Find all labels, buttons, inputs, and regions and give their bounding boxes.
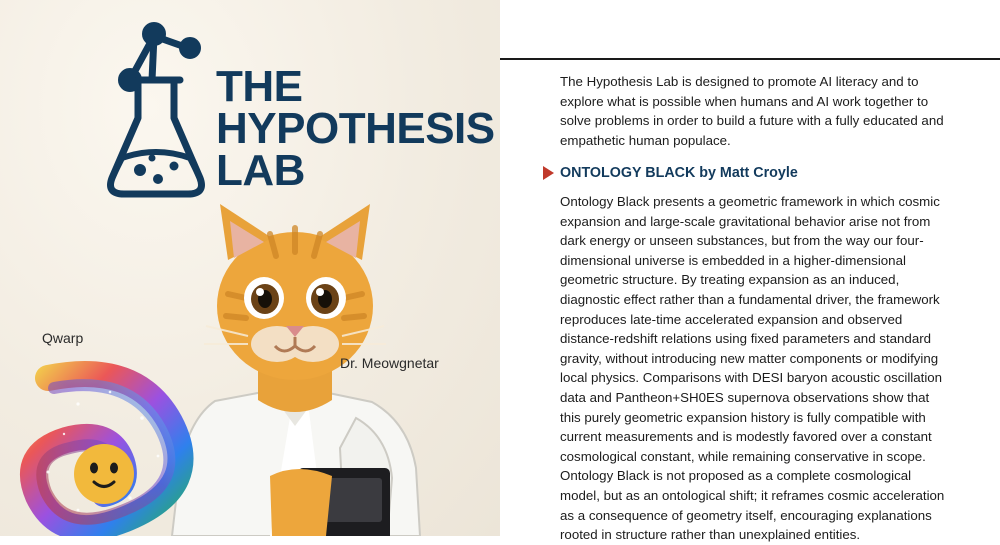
flask-molecule-icon [92, 18, 222, 208]
caption-dr-meowgnetar: Dr. Meowgnetar [340, 355, 439, 371]
article-body: Ontology Black presents a geometric framework in which cosmic expansion and large-scale gravitational behavior arise not from dark energy or unseen substances, but from the way our four-dimensional universe is embedded in a higher-dimensional geometric structure. By treating expansion as an induced, diagnostic effect rather than a fundamental driver, the framework reproduces late-time accelerated expansion and observed distance-redshift relations using fixed parameters and standard gravity, without introducing new matter components or modifying local physics. Comparisons with DESI baryon acoustic oscillation data and Pantheon+SH0ES supernova observations show that this purely geometric expansion history is fully compatible with current measurements and is modestly favored over a constant cosmological constant, while remaining conservative in scope. Ontology Black is not proposed as a complete cosmological model, but as an ontological shift; it reframes cosmic acceleration as a consequence of geometry itself, encouraging explanations rooted in structure rather than unexplained entities. [560, 194, 945, 543]
page-title [216, 62, 495, 196]
cover-panel [0, 0, 500, 536]
logo-line-3: LAB [216, 146, 305, 196]
logo-line-2: HYPOTHESIS [216, 104, 495, 154]
article-headline: ONTOLOGY BLACK by Matt Croyle [560, 165, 798, 181]
triangle-marker-icon [543, 166, 554, 180]
caption-qwarp: Qwarp [42, 330, 84, 346]
article-content [560, 72, 952, 545]
intro-paragraph: The Hypothesis Lab is designed to promote AI literacy and to explore what is possible when humans and AI work together to solve problems in order to build a future with a fully educated and empathetic human populace. [560, 74, 944, 148]
article-headline-row [560, 164, 952, 182]
logo-line-1: THE [216, 62, 303, 111]
article-panel [500, 0, 1000, 543]
horizontal-rule [500, 58, 1000, 60]
qwarp-spiral-character [18, 358, 228, 536]
